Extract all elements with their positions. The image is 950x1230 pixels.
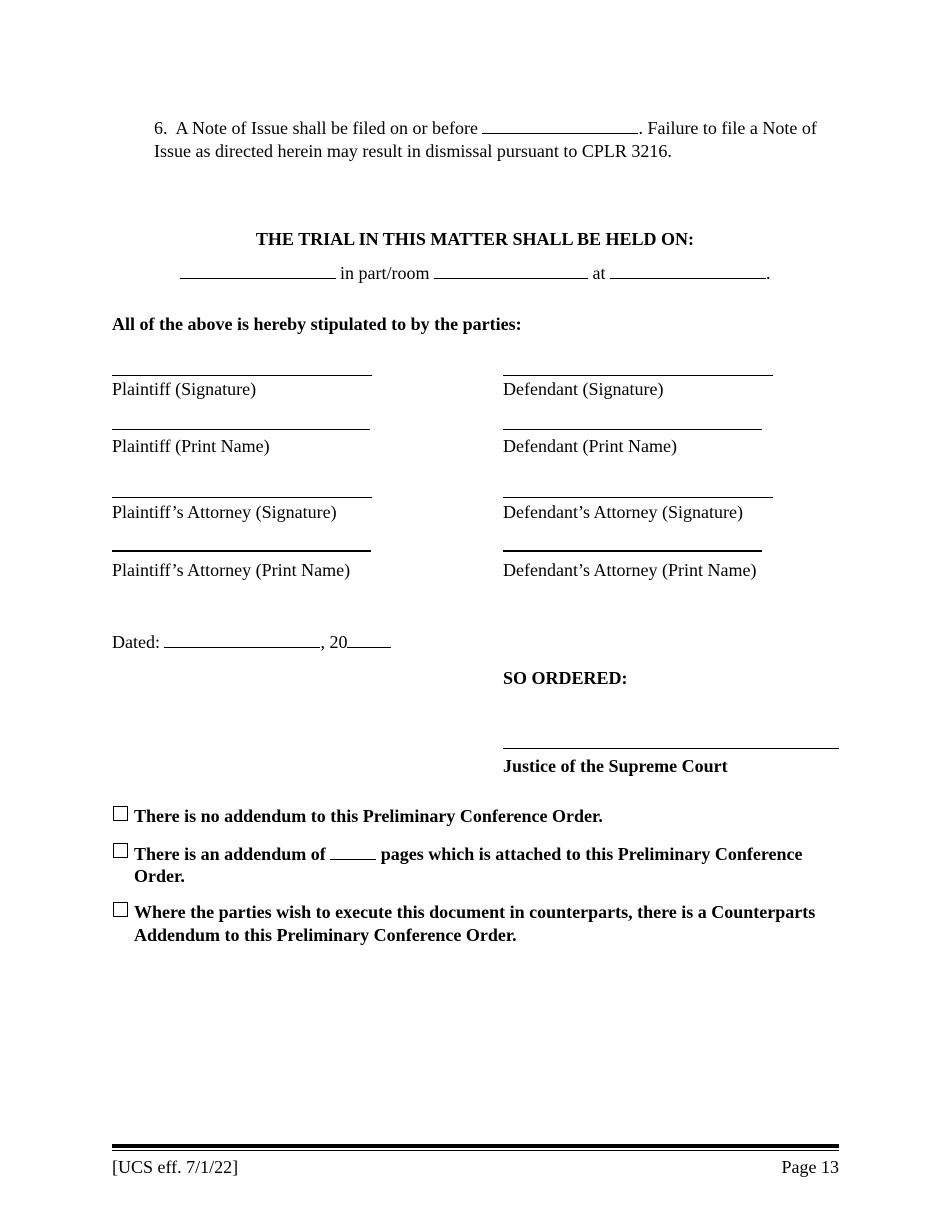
defendant-attorney-print-name-line[interactable] [503,550,762,552]
no-addendum-text: There is no addendum to this Preliminary Conference Order. [134,806,603,826]
plaintiff-attorney-print-name-label: Plaintiff’s Attorney (Print Name) [112,560,351,580]
counterparts-checkbox[interactable] [113,902,128,917]
no-addendum-checkbox[interactable] [113,806,128,821]
plaintiff-attorney-signature-line[interactable] [112,497,372,498]
in-part-room-label: in part/room [340,263,430,283]
dated-label: Dated: [112,632,160,652]
defendant-signature-line[interactable] [503,375,773,376]
justice-label: Justice of the Supreme Court [503,756,728,776]
note-of-issue-date-blank[interactable] [482,119,638,134]
dated-date-blank[interactable] [164,633,320,648]
addendum-pages-blank[interactable] [330,845,376,860]
trial-details-line [0,262,950,284]
footer-page-number: Page 13 [781,1157,839,1177]
stipulation-statement: All of the above is hereby stipulated to by the parties: [112,314,522,334]
trial-period: . [765,263,771,283]
plaintiff-print-name-line[interactable] [112,429,370,430]
footer-ucs-effective: [UCS eff. 7/1/22] [112,1157,239,1177]
paragraph-number: 6. [154,118,168,138]
paragraph-6-line-2: Issue as directed herein may result in dismissal pursuant to CPLR 3216. [154,141,672,161]
counterparts-line-2: Addendum to this Preliminary Conference Order. [134,925,517,945]
footer-rule-thin [112,1150,839,1151]
defendant-signature-label: Defendant (Signature) [503,379,664,399]
addendum-pages-line-2: Order. [134,866,185,886]
counterparts-line-1: Where the parties wish to execute this document in counterparts, there is a Counterparts [134,902,816,922]
defendant-print-name-label: Defendant (Print Name) [503,436,677,456]
plaintiff-print-name-label: Plaintiff (Print Name) [112,436,270,456]
plaintiff-attorney-signature-label: Plaintiff’s Attorney (Signature) [112,502,337,522]
defendant-attorney-signature-label: Defendant’s Attorney (Signature) [503,502,743,522]
so-ordered-heading: SO ORDERED: [503,668,628,688]
part-room-blank[interactable] [434,264,588,279]
defendant-attorney-signature-line[interactable] [503,497,773,498]
trial-date-blank[interactable] [180,264,336,279]
paragraph-6-line-1 [154,117,817,139]
failure-text: . Failure to file a Note of [638,118,817,138]
plaintiff-signature-label: Plaintiff (Signature) [112,379,257,399]
justice-signature-line[interactable] [503,748,839,749]
addendum-pre-text: There is an addendum of [134,844,326,864]
addendum-post-text: pages which is attached to this Preliminary Conference [380,844,803,864]
trial-time-blank[interactable] [610,264,766,279]
note-of-issue-text: A Note of Issue shall be filed on or before [175,118,478,138]
plaintiff-signature-line[interactable] [112,375,372,376]
defendant-print-name-line[interactable] [503,429,762,430]
dated-line [112,631,391,653]
trial-heading: THE TRIAL IN THIS MATTER SHALL BE HELD ON: [255,229,695,249]
at-label: at [592,263,606,283]
footer-rule-thick [112,1144,839,1148]
addendum-pages-line-1 [134,843,803,865]
plaintiff-attorney-print-name-line[interactable] [112,550,371,552]
dated-year-prefix: , 20 [320,632,348,652]
dated-year-blank[interactable] [347,633,391,648]
addendum-pages-checkbox[interactable] [113,843,128,858]
defendant-attorney-print-name-label: Defendant’s Attorney (Print Name) [503,560,757,580]
